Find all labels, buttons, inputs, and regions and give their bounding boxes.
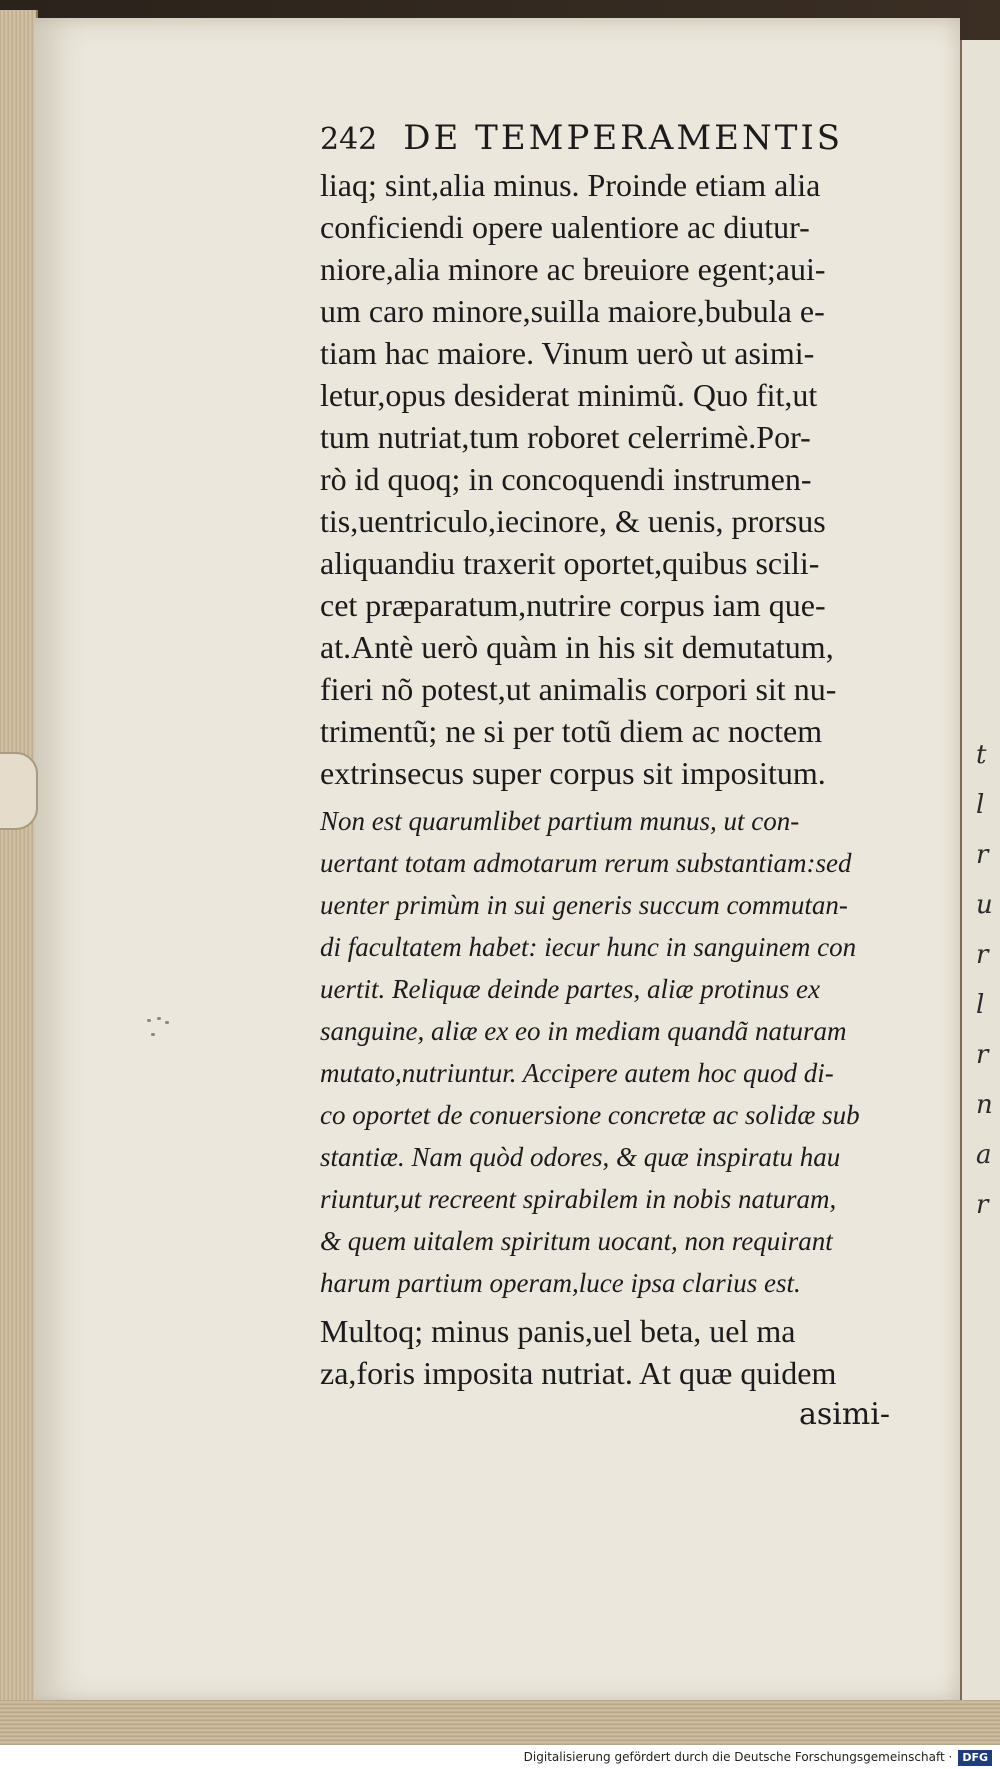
- text-line: tiam hac maiore. Vinum uerò ut asimi-: [320, 335, 815, 371]
- facing-page-fragment: r: [976, 1040, 989, 1070]
- facing-page-fragment: l: [976, 990, 985, 1020]
- page-text-block: [320, 118, 920, 1436]
- page-edges-left: [0, 10, 38, 1715]
- running-header: [320, 118, 920, 164]
- text-line: um caro minore,suilla maiore,bubula e-: [320, 293, 825, 329]
- text-line: co oportet de conuersione concretæ ac solidæ sub: [320, 1100, 860, 1130]
- facing-page-edge: [960, 40, 1000, 1700]
- facing-page-fragment: r: [976, 940, 989, 970]
- text-line: letur,opus desiderat minimũ. Quo fit,ut: [320, 377, 818, 413]
- text-line: sanguine, aliæ ex eo in mediam quandã naturam: [320, 1016, 847, 1046]
- text-line: riuntur,ut recreent spirabilem in nobis naturam,: [320, 1184, 837, 1214]
- text-line: conficiendi opere ualentiore ac diutur-: [320, 209, 810, 245]
- running-head-title: DE TEMPERAMENTIS: [403, 118, 844, 158]
- facing-page-fragment: r: [976, 840, 989, 870]
- facing-page-fragment: l: [976, 790, 985, 820]
- closing-paragraph: [320, 1310, 920, 1394]
- facing-page-fragment: u: [976, 890, 993, 920]
- page-edges-bottom: [0, 1700, 1000, 1745]
- text-line: cet præparatum,nutrire corpus iam que-: [320, 587, 826, 623]
- text-line: harum partium operam,luce ipsa clarius est.: [320, 1268, 801, 1298]
- text-line: mutato,nutriuntur. Accipere autem hoc quod di-: [320, 1058, 834, 1088]
- text-line: uertit. Reliquæ deinde partes, aliæ protinus ex: [320, 974, 820, 1004]
- page-number: 242: [320, 122, 378, 157]
- footer-text: Digitalisierung gefördert durch die Deutsche Forschungsgemeinschaft ·: [523, 1750, 953, 1764]
- facing-page-fragment: r: [976, 1190, 989, 1220]
- text-line: extrinsecus super corpus sit impositum.: [320, 755, 826, 791]
- text-line: uenter primùm in sui generis succum commutan-: [320, 890, 848, 920]
- text-line: aliquandiu traxerit oportet,quibus scili-: [320, 545, 820, 581]
- facing-page-fragment: t: [976, 740, 987, 770]
- text-line: niore,alia minore ac breuiore egent;aui-: [320, 251, 826, 287]
- text-line: fieri nõ potest,ut animalis corpori sit nu-: [320, 671, 837, 707]
- text-line: at.Antè uerò quàm in his sit demutatum,: [320, 629, 834, 665]
- paper-specks: [145, 1015, 175, 1045]
- text-line: rò id quoq; in concoquendi instrumen-: [320, 461, 812, 497]
- text-line: liaq; sint,alia minus. Proinde etiam alia: [320, 167, 821, 203]
- facing-page-fragment: n: [976, 1090, 993, 1120]
- catchword: asimi-: [798, 1397, 890, 1432]
- text-line: uertant totam admotarum rerum substantiam:sed: [320, 848, 852, 878]
- text-line: tis,uentriculo,iecinore, & uenis, prorsus: [320, 503, 826, 539]
- text-line: stantiæ. Nam quòd odores, & quæ inspiratu hau: [320, 1142, 841, 1172]
- text-line: Multoq; minus panis,uel beta, uel ma: [320, 1313, 796, 1349]
- text-line: & quem uitalem spiritum uocant, non requirant: [320, 1226, 833, 1256]
- text-line: trimentũ; ne si per totũ diem ac noctem: [320, 713, 823, 749]
- text-line: Non est quarumlibet partium munus, ut con-: [320, 806, 800, 836]
- digitization-footer: [0, 1745, 1000, 1769]
- dfg-logo-icon: DFG: [958, 1750, 992, 1766]
- facing-page-fragment: a: [976, 1140, 992, 1170]
- text-line: di facultatem habet: iecur hunc in sanguinem con: [320, 932, 857, 962]
- clasp-ornament: [0, 752, 38, 830]
- text-line: tum nutriat,tum roboret celerrimè.Por-: [320, 419, 811, 455]
- text-line: za,foris imposita nutriat. At quæ quidem: [320, 1355, 837, 1391]
- roman-paragraph: [320, 164, 920, 794]
- italic-paragraph: [320, 800, 920, 1304]
